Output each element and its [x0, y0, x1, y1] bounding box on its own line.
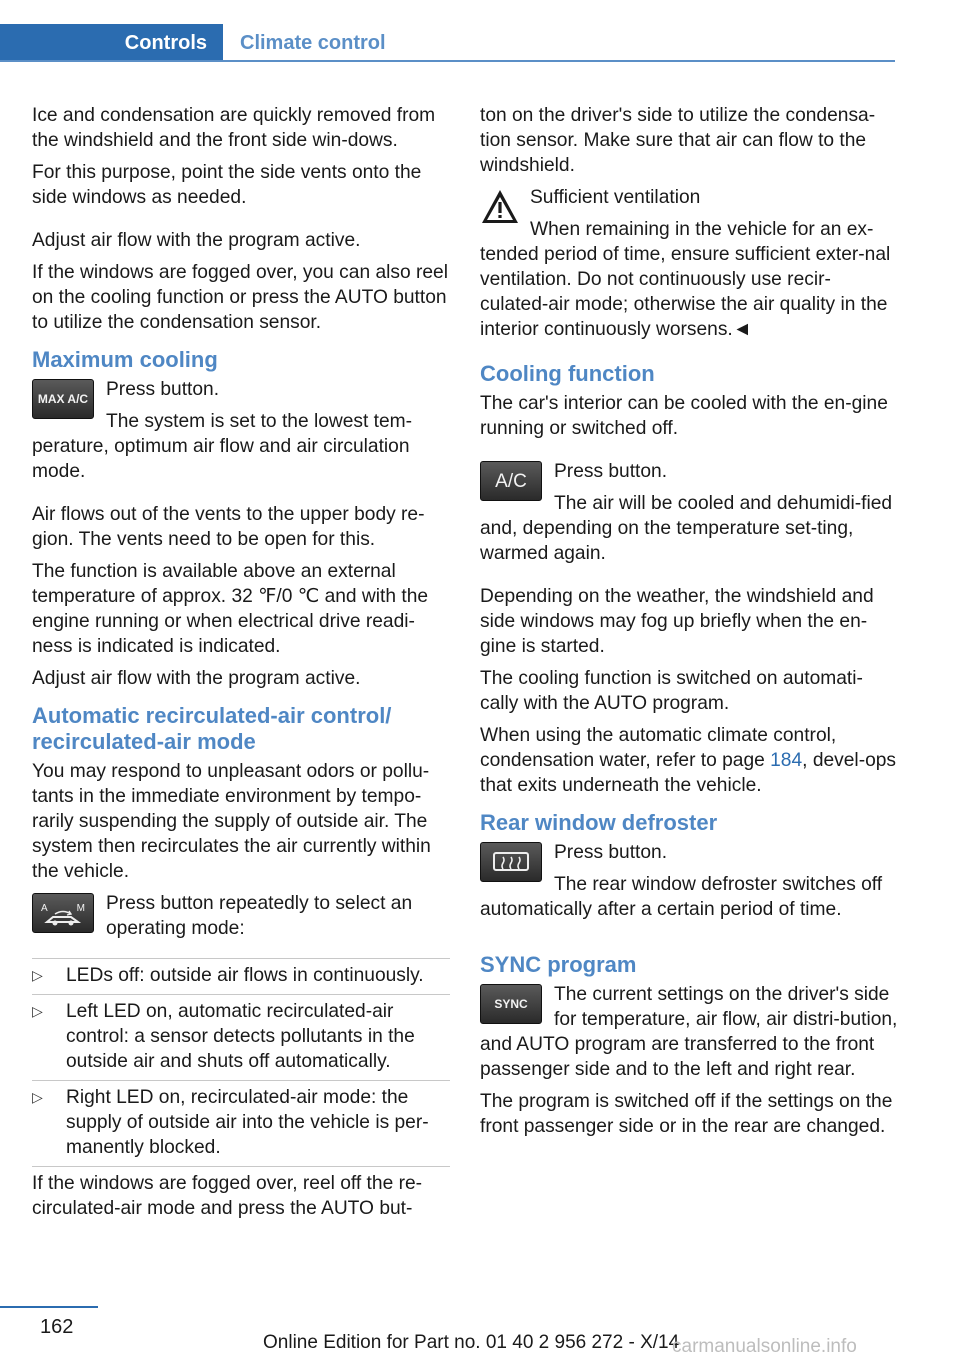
sync-button-icon: SYNC — [480, 984, 542, 1024]
paragraph: ton on the driver's side to utilize the condensa-tion sensor. Make sure that air can flow to the windshield. — [480, 105, 876, 176]
heading-recirculated-air: Automatic recirculated-air control/ recirculated-air mode — [32, 703, 392, 754]
rear-defroster-button-icon — [480, 842, 542, 882]
paragraph: Press button repeatedly to select an operating mode: — [106, 893, 413, 939]
heading-sync-program: SYNC program — [480, 952, 637, 977]
list-item: ▷ Right LED on, recirculated-air mode: the supply of outside air into the vehicle is per-manently blocked. — [32, 1081, 450, 1167]
paragraph: For this purpose, point the side vents onto the side windows as needed. — [32, 162, 422, 208]
page-reference-link[interactable]: 184 — [770, 750, 803, 771]
paragraph: When using the automatic climate control, condensation water, refer to page 184, devel-ops that exits underneath the vehicle. — [480, 725, 897, 796]
max-ac-button-icon: MAX A/C — [32, 379, 94, 419]
list-item: ▷ LEDs off: outside air flows in continuously. — [32, 959, 450, 995]
sync-block — [480, 982, 898, 1089]
paragraph: The function is available above an external temperature of approx. 32 ℉/0 ℃ and with the engine running or when electrical drive readi-ness is indicated is indicated. — [32, 561, 429, 657]
max-ac-block — [32, 377, 450, 502]
heading-maximum-cooling: Maximum cooling — [32, 347, 218, 372]
right-column — [480, 103, 898, 1146]
triangle-bullet-icon: ▷ — [32, 1089, 43, 1105]
recirculation-button-icon: A M — [32, 893, 94, 933]
heading-rear-window-defroster: Rear window defroster — [480, 810, 718, 835]
footer-divider — [0, 1306, 98, 1308]
paragraph: Press button. — [106, 379, 220, 400]
ac-button-icon: A/C — [480, 461, 542, 501]
section-tab-controls[interactable]: Controls — [0, 24, 223, 62]
paragraph: The system is set to the lowest tem-perature, optimum air flow and air circulation mode. — [32, 411, 413, 482]
paragraph: The rear window defroster switches off automatically after a certain period of time. — [480, 874, 883, 920]
operating-mode-list — [32, 958, 450, 1167]
heading-cooling-function: Cooling function — [480, 361, 655, 386]
list-item: ▷ Left LED on, automatic recirculated-air control: a sensor detects pollutants in the outside air and shuts off automatically. — [32, 995, 450, 1081]
paragraph: You may respond to unpleasant odors or pollu-tants in the immediate environment by tempo-rarily suspending the supply of outside air. The system then recirculates the air currently within the vehicle. — [32, 761, 431, 882]
edition-text: Online Edition for Part no. 01 40 2 956 272 - X/14 — [263, 1332, 680, 1353]
paragraph: Ice and condensation are quickly removed from the windshield and the front side win-dows. — [32, 105, 436, 151]
warning-text: When remaining in the vehicle for an ex-tended period of time, ensure sufficient exter-nal ventilation. Do not continuously use recir-culated-air mode; otherwise the air quality in the interior continuously worsens.◄ — [480, 219, 891, 340]
paragraph: Adjust air flow with the program active. — [32, 230, 361, 251]
warning-title: Sufficient ventilation — [530, 187, 701, 208]
paragraph: Press button. — [554, 461, 668, 482]
triangle-bullet-icon: ▷ — [32, 967, 43, 983]
ac-block — [480, 459, 898, 584]
paragraph: The cooling function is switched on automati-cally with the AUTO program. — [480, 668, 863, 714]
left-column — [32, 103, 450, 1228]
page-number: 162 — [40, 1316, 74, 1338]
warning-block — [480, 185, 898, 349]
paragraph: Adjust air flow with the program active. — [32, 668, 361, 689]
recirc-block — [32, 891, 450, 948]
header-divider — [0, 60, 895, 62]
paragraph: The air will be cooled and dehumidi-fied and, depending on the temperature set-ting, warmed again. — [480, 493, 893, 564]
warning-triangle-icon — [480, 187, 520, 227]
rear-defroster-block — [480, 840, 898, 940]
triangle-bullet-icon: ▷ — [32, 1003, 43, 1019]
paragraph: The car's interior can be cooled with the en-gine running or switched off. — [480, 393, 888, 439]
paragraph: Depending on the weather, the windshield and side windows may fog up briefly when the en-gine is started. — [480, 586, 874, 657]
section-tab-climate-control[interactable]: Climate control — [240, 31, 386, 54]
paragraph: Press button. — [554, 842, 668, 863]
page-header — [0, 24, 895, 62]
paragraph: The current settings on the driver's side for temperature, air flow, air distri-bution, and AUTO program are transferred to the front passenger side and to the left and right rear. — [480, 984, 898, 1080]
paragraph: If the windows are fogged over, you can also reel on the cooling function or press the AUTO button to utilize the condensation sensor. — [32, 262, 448, 333]
paragraph: If the windows are fogged over, reel off the re-circulated-air mode and press the AUTO but- — [32, 1173, 423, 1219]
rear-defroster-icon — [491, 850, 531, 874]
paragraph: Air flows out of the vents to the upper body re-gion. The vents need to be open for this. — [32, 504, 425, 550]
watermark-text: carmanualsonline.info — [672, 1336, 857, 1357]
paragraph: The program is switched off if the settings on the front passenger side or in the rear are changed. — [480, 1091, 893, 1137]
